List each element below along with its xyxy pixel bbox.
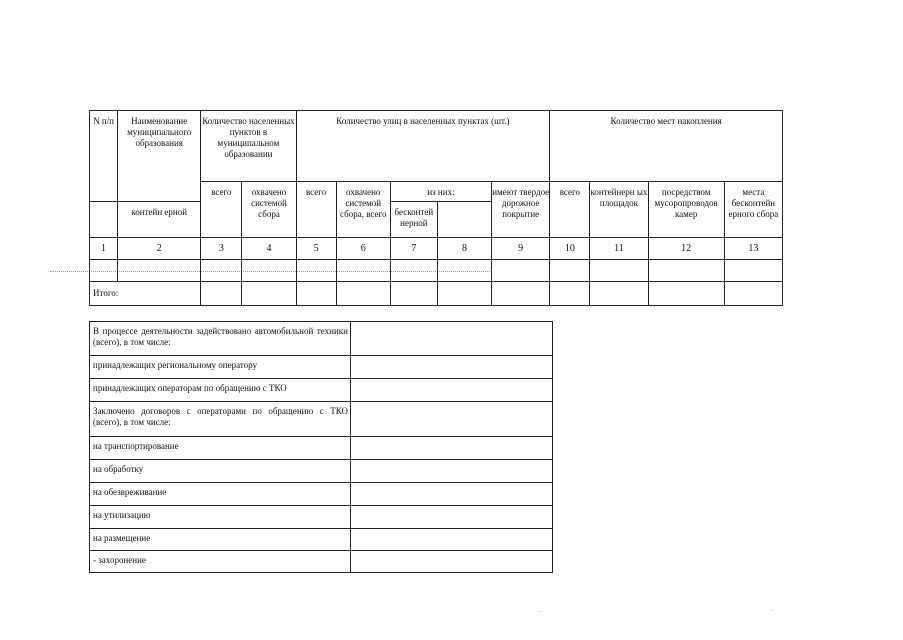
row-label: принадлежащих операторам по обращению с ТКО bbox=[90, 379, 351, 402]
row-label: на обезвреживание bbox=[90, 483, 351, 506]
empty-cell[interactable] bbox=[242, 282, 296, 306]
empty-cell[interactable] bbox=[296, 282, 336, 306]
column-number: 7 bbox=[390, 238, 437, 260]
header-settlements-covered: охвачено системой сбора bbox=[242, 182, 296, 238]
value-cell[interactable] bbox=[351, 483, 553, 506]
column-number: 3 bbox=[201, 238, 242, 260]
column-number: 13 bbox=[724, 238, 782, 260]
value-cell[interactable] bbox=[351, 529, 553, 551]
empty-cell[interactable] bbox=[437, 260, 491, 282]
empty-cell[interactable] bbox=[437, 282, 491, 306]
value-cell[interactable] bbox=[351, 322, 553, 356]
column-number: 4 bbox=[242, 238, 296, 260]
empty-cell[interactable] bbox=[296, 260, 336, 282]
value-cell[interactable] bbox=[351, 551, 553, 573]
header-streets: Количество улиц в населенных пунктах (шт.) bbox=[296, 111, 550, 182]
row-label: Заключено договоров с операторами по обращению с ТКО (всего), в том числе: bbox=[90, 402, 351, 437]
value-cell[interactable] bbox=[351, 437, 553, 460]
empty-cell[interactable] bbox=[201, 260, 242, 282]
table-row bbox=[90, 322, 553, 356]
empty-cell[interactable] bbox=[492, 260, 550, 282]
empty-cell[interactable] bbox=[390, 260, 437, 282]
header-mo-name-cont bbox=[90, 202, 118, 238]
header-chute-chambers: посредством мусоропроводов камер bbox=[648, 182, 724, 238]
value-cell[interactable] bbox=[351, 460, 553, 483]
empty-cell[interactable] bbox=[724, 260, 782, 282]
empty-cell[interactable] bbox=[648, 282, 724, 306]
row-label: принадлежащих региональному оператору bbox=[90, 356, 351, 379]
empty-cell[interactable] bbox=[336, 260, 390, 282]
empty-cell[interactable] bbox=[118, 260, 201, 282]
scan-speck bbox=[540, 611, 541, 612]
header-containerless: бесконтей нерной bbox=[390, 202, 437, 238]
table-row bbox=[90, 529, 553, 551]
header-of-them: из них: bbox=[390, 182, 491, 202]
empty-cell[interactable] bbox=[242, 260, 296, 282]
table-row bbox=[90, 483, 553, 506]
table-row bbox=[90, 402, 553, 437]
empty-cell[interactable] bbox=[590, 282, 648, 306]
row-label: на транспортирование bbox=[90, 437, 351, 460]
table-row bbox=[90, 437, 553, 460]
empty-cell[interactable] bbox=[201, 282, 242, 306]
empty-cell[interactable] bbox=[336, 282, 390, 306]
header-settlements: Количество населенных пунктов в муниципальном образовании bbox=[201, 111, 296, 182]
header-containerless-sites: места бесконтейн ерного сбора bbox=[724, 182, 782, 238]
column-number: 12 bbox=[648, 238, 724, 260]
column-number: 8 bbox=[437, 238, 491, 260]
row-label: на утилизацию bbox=[90, 506, 351, 529]
header-num: N п/п bbox=[90, 111, 118, 202]
row-label: - захоронение bbox=[90, 551, 351, 573]
total-row bbox=[90, 282, 783, 306]
column-number: 11 bbox=[590, 238, 648, 260]
header-streets-total: всего bbox=[296, 182, 336, 238]
row-label: на обработку bbox=[90, 460, 351, 483]
statistics-table bbox=[89, 110, 783, 306]
table-row bbox=[90, 356, 553, 379]
value-cell[interactable] bbox=[351, 356, 553, 379]
header-container: контейн ерной bbox=[118, 202, 201, 238]
header-mo-name: Наименование муниципального образования bbox=[118, 111, 201, 202]
table-row bbox=[90, 260, 783, 282]
value-cell[interactable] bbox=[351, 506, 553, 529]
empty-cell[interactable] bbox=[590, 260, 648, 282]
header-accumulation-sites: Количество мест накопления bbox=[550, 111, 783, 182]
table-row bbox=[90, 551, 553, 573]
value-cell[interactable] bbox=[351, 379, 553, 402]
header-hard-surface: имеют твердое дорожное покрытие bbox=[492, 182, 550, 238]
row-label: на размещение bbox=[90, 529, 351, 551]
empty-cell[interactable] bbox=[724, 282, 782, 306]
table-row bbox=[90, 506, 553, 529]
value-cell[interactable] bbox=[351, 402, 553, 437]
table-row bbox=[90, 460, 553, 483]
column-number: 9 bbox=[492, 238, 550, 260]
empty-cell[interactable] bbox=[492, 282, 550, 306]
empty-cell[interactable] bbox=[550, 260, 590, 282]
column-number: 5 bbox=[296, 238, 336, 260]
empty-cell[interactable] bbox=[648, 260, 724, 282]
header-streets-covered: охвачено системой сбора, всего bbox=[336, 182, 390, 238]
column-number: 1 bbox=[90, 238, 118, 260]
empty-cell[interactable] bbox=[550, 282, 590, 306]
column-number: 10 bbox=[550, 238, 590, 260]
empty-cell[interactable] bbox=[90, 260, 118, 282]
header-accumulation-total: всего bbox=[550, 182, 590, 238]
scan-speck bbox=[771, 610, 772, 611]
empty-cell[interactable] bbox=[390, 282, 437, 306]
table-row bbox=[90, 379, 553, 402]
row-label: В процессе деятельности задействовано автомобильной техники (всего), в том числе: bbox=[90, 322, 351, 356]
header-settlements-total: всего bbox=[201, 182, 242, 238]
total-label: Итого: bbox=[90, 282, 201, 306]
column-number: 6 bbox=[336, 238, 390, 260]
header-container-sites: контейнерн ых площадок bbox=[590, 182, 648, 238]
column-number: 2 bbox=[118, 238, 201, 260]
vehicles-contracts-table bbox=[89, 321, 553, 573]
